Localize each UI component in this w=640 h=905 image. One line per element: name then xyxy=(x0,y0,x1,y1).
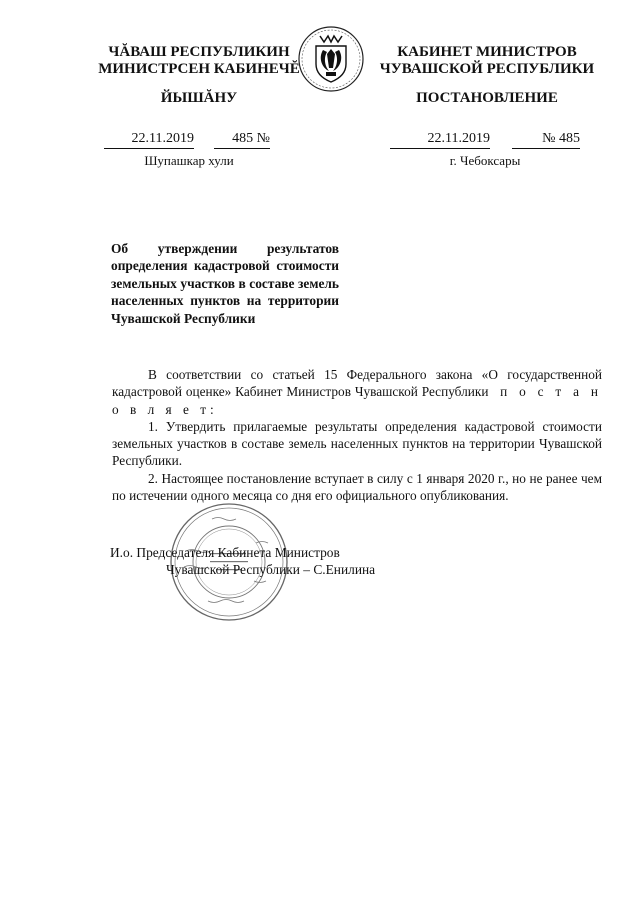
document-type-russian: ПОСТАНОВЛЕНИЕ xyxy=(416,90,558,106)
date-russian: 22.11.2019 xyxy=(390,130,490,149)
number-russian: № 485 xyxy=(512,130,580,149)
document-body xyxy=(112,366,602,504)
place-chuvash: Шупашкар хули xyxy=(144,153,234,168)
issuer-chuvash-line2: МИНИСТРСЕН КАБИНЕЧĔ xyxy=(98,61,300,77)
date-chuvash: 22.11.2019 xyxy=(104,130,194,149)
issuer-russian-line1: КАБИНЕТ МИНИСТРОВ xyxy=(397,44,577,60)
body-intro-text: В соответствии со статьей 15 Федерального закона «О государственной кадастровой оценке» Кабинет Министров Чувашской Республики xyxy=(112,367,602,400)
issuer-chuvash xyxy=(88,44,310,78)
issuer-russian xyxy=(376,44,598,78)
number-chuvash: 485 № xyxy=(214,130,270,149)
document-subject: Об утверждении результатов определения кадастровой стоимости земельных участков в составе земель населенных пунктов на территории Чувашской Республики xyxy=(111,241,339,326)
issuer-russian-line2: ЧУВАШСКОЙ РЕСПУБЛИКИ xyxy=(379,61,595,77)
signature-line-1: И.о. Председателя Кабинета Министров xyxy=(110,545,340,560)
body-item-1: 1. Утвердить прилагаемые результаты определения кадастровой стоимости земельных участков в составе земель населенных пунктов на территории Чувашской Республики. xyxy=(112,418,602,469)
signature-line-2: Чувашской Республики – С.Енилина xyxy=(166,562,376,578)
place-russian: г. Чебоксары xyxy=(449,153,521,168)
decree-word: п о с т а н о в л я е т: xyxy=(112,384,602,417)
document-type-chuvash: ЙЫШĂНУ xyxy=(160,90,238,106)
body-intro xyxy=(112,366,602,418)
issuer-chuvash-line1: ЧĂВАШ РЕСПУБЛИКИН xyxy=(108,44,290,60)
signature-block xyxy=(110,544,375,579)
body-item-2: 2. Настоящее постановление вступает в силу с 1 января 2020 г., но не ранее чем по истечении одного месяца со дня его официального опубликования. xyxy=(112,470,602,504)
